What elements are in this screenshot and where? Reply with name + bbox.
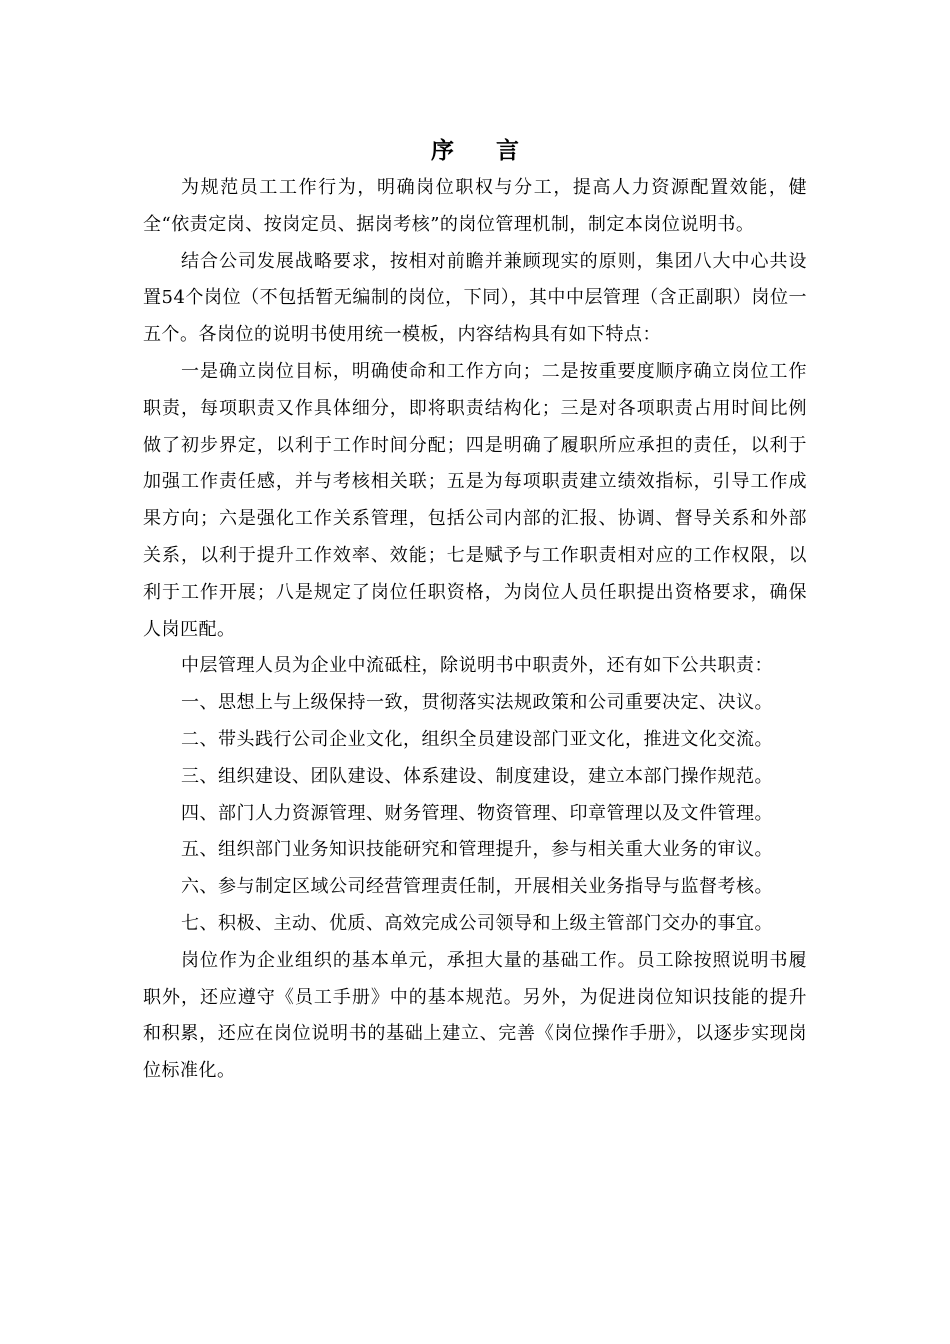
duty-item-6: 六、参与制定区域公司经营管理责任制，开展相关业务指导与监督考核。 <box>181 876 773 898</box>
duty-item-5: 五、组织部门业务知识技能研究和管理提升，参与相关重大业务的审议。 <box>181 839 773 861</box>
duty-item-7: 七、积极、主动、优质、高效完成公司领导和上级主管部门交办的事宜。 <box>181 912 773 934</box>
paragraph-closing: 岗位作为企业组织的基本单元，承担大量的基础工作。员工除按照说明书履职外，还应遵守《员工手册》中的基本规范。另外，为促进岗位知识技能的提升和积累，还应在岗位说明书的基础上建立、完善《岗位操作手册》，以逐步实现岗位标准化。 <box>143 949 807 1082</box>
paragraph-middle-management: 中层管理人员为企业中流砥柱，除说明书中职责外，还有如下公共职责： <box>181 655 773 677</box>
duty-item-4: 四、部门人力资源管理、财务管理、物资管理、印章管理以及文件管理。 <box>181 802 773 824</box>
duty-item-2: 二、带头践行公司企业文化，组织全员建设部门亚文化，推进文化交流。 <box>181 728 773 750</box>
paragraph-structure: 结合公司发展战略要求，按相对前瞻并兼顾现实的原则，集团八大中心共设置54个岗位（不包括暂无编制的岗位，下同），其中中层管理（含正副职）岗位一五个。各岗位的说明书使用统一模板，内容结构具有如下特点： <box>143 250 807 346</box>
duty-item-3: 三、组织建设、团队建设、体系建设、制度建设，建立本部门操作规范。 <box>181 765 773 787</box>
document-body <box>143 170 807 1090</box>
paragraph-features: 一是确立岗位目标，明确使命和工作方向；二是按重要度顺序确立岗位工作职责，每项职责又作具体细分，即将职责结构化；三是对各项职责占用时间比例做了初步界定，以利于工作时间分配；四是明确了履职所应承担的责任，以利于加强工作责任感，并与考核相关联；五是为每项职责建立绩效指标，引导工作成果方向；六是强化工作关系管理，包括公司内部的汇报、协调、督导关系和外部关系，以利于提升工作效率、效能；七是赋予与工作职责相对应的工作权限，以利于工作开展；八是规定了岗位任职资格，为岗位人员任职提出资格要求，确保人岗匹配。 <box>143 360 807 640</box>
paragraph-purpose: 为规范员工工作行为，明确岗位职权与分工，提高人力资源配置效能，健全“依责定岗、按岗定员、据岗考核”的岗位管理机制，制定本岗位说明书。 <box>143 177 807 235</box>
duty-item-1: 一、思想上与上级保持一致，贯彻落实法规政策和公司重要决定、决议。 <box>181 692 773 714</box>
page-title: 序 言 <box>430 138 536 164</box>
